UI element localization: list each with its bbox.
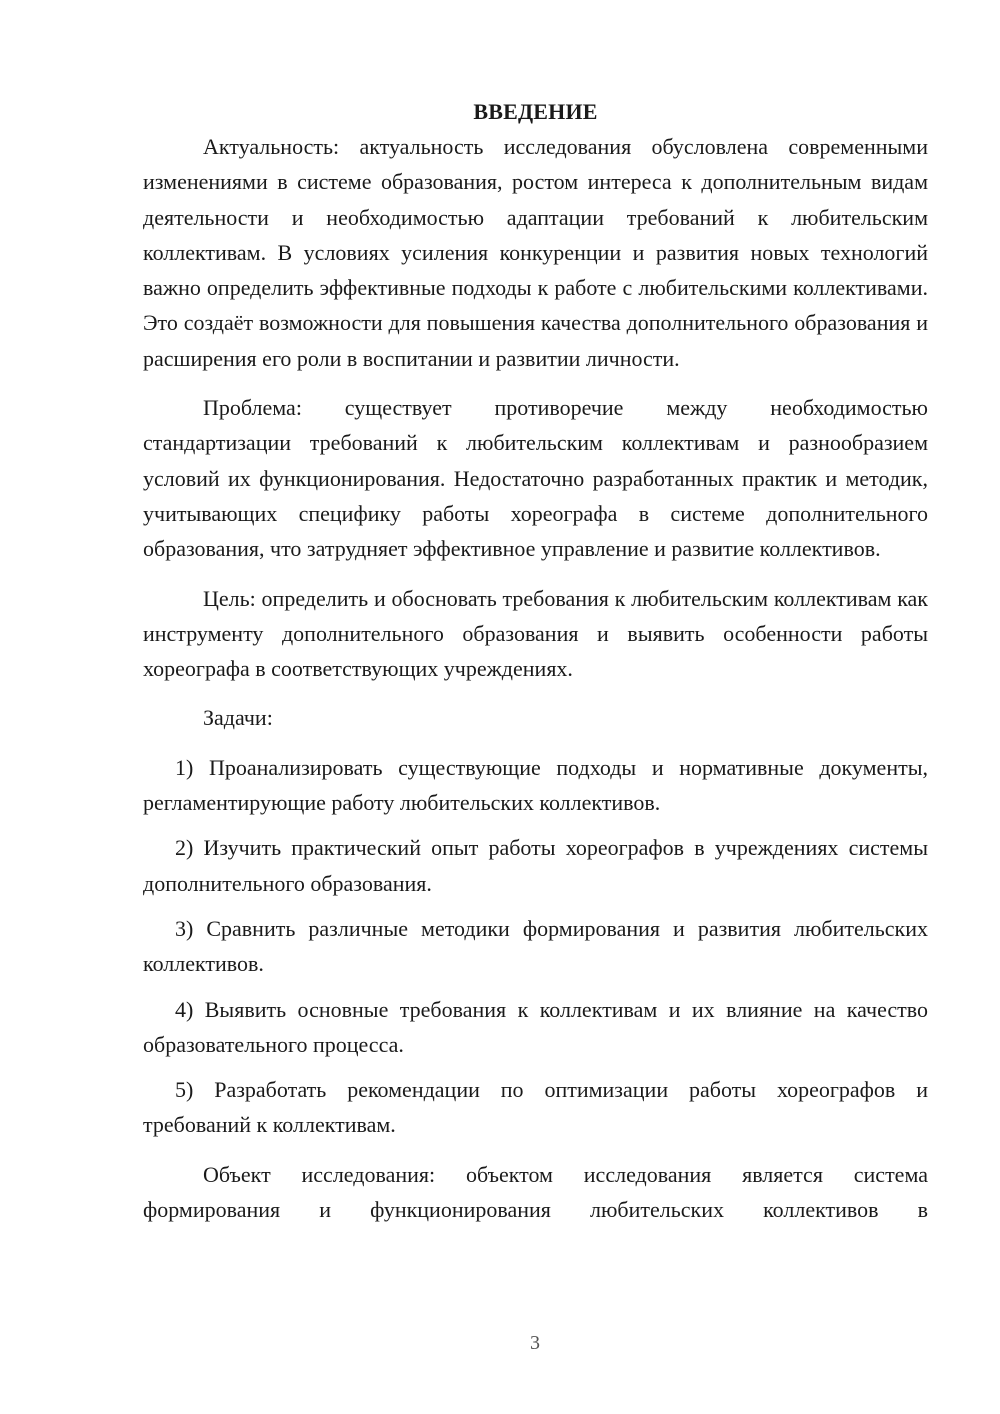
page-number: 3 [530,1332,540,1354]
object-paragraph: Объект исследования: объектом исследования является система формирования и функционирования любительских коллективов в [143,1161,928,1223]
relevance-paragraph: Актуальность: актуальность исследования обусловлена современными изменениями в системе образования, ростом интереса к дополнительным видам деятельности и необходимостью адаптации требований к любительским коллективам. В условиях усиления конкуренции и развития новых технологий важно определить эффективные подходы к работе с любительскими коллективами. Это создаёт возможности для повышения качества дополнительного образования и расширения его роли в воспитании и развитии личности. [143,134,928,371]
task-item: 1) Проанализировать существующие подходы и нормативные документы, регламентирующие работу любительских коллективов. [143,754,928,816]
goal-paragraph: Цель: определить и обосновать требования к любительским коллективам как инструменту дополнительного образования и выявить особенности работы хореографа в соответствующих учреждениях. [143,585,928,682]
task-item: 4) Выявить основные требования к коллективам и их влияние на качество образовательного процесса. [143,996,928,1057]
task-item: 3) Сравнить различные методики формирования и развития любительских коллективов. [143,915,928,977]
problem-paragraph: Проблема: существует противоречие между необходимостью стандартизации требований к любительским коллективам и разнообразием условий их функционирования. Недостаточно разработанных практик и методик, учитывающих специфику работы хореографа в системе дополнительного образования, что затрудняет эффективное управление и развитие коллективов. [143,395,928,562]
task-item: 2) Изучить практический опыт работы хореографов в учреждениях системы дополнительного образования. [143,835,928,896]
page-content [143,94,928,1227]
section-title: ВВЕДЕНИЕ [473,99,598,124]
task-item: 5) Разработать рекомендации по оптимизации работы хореографов и требований к коллективам. [143,1077,928,1138]
tasks-heading: Задачи: [203,705,273,731]
